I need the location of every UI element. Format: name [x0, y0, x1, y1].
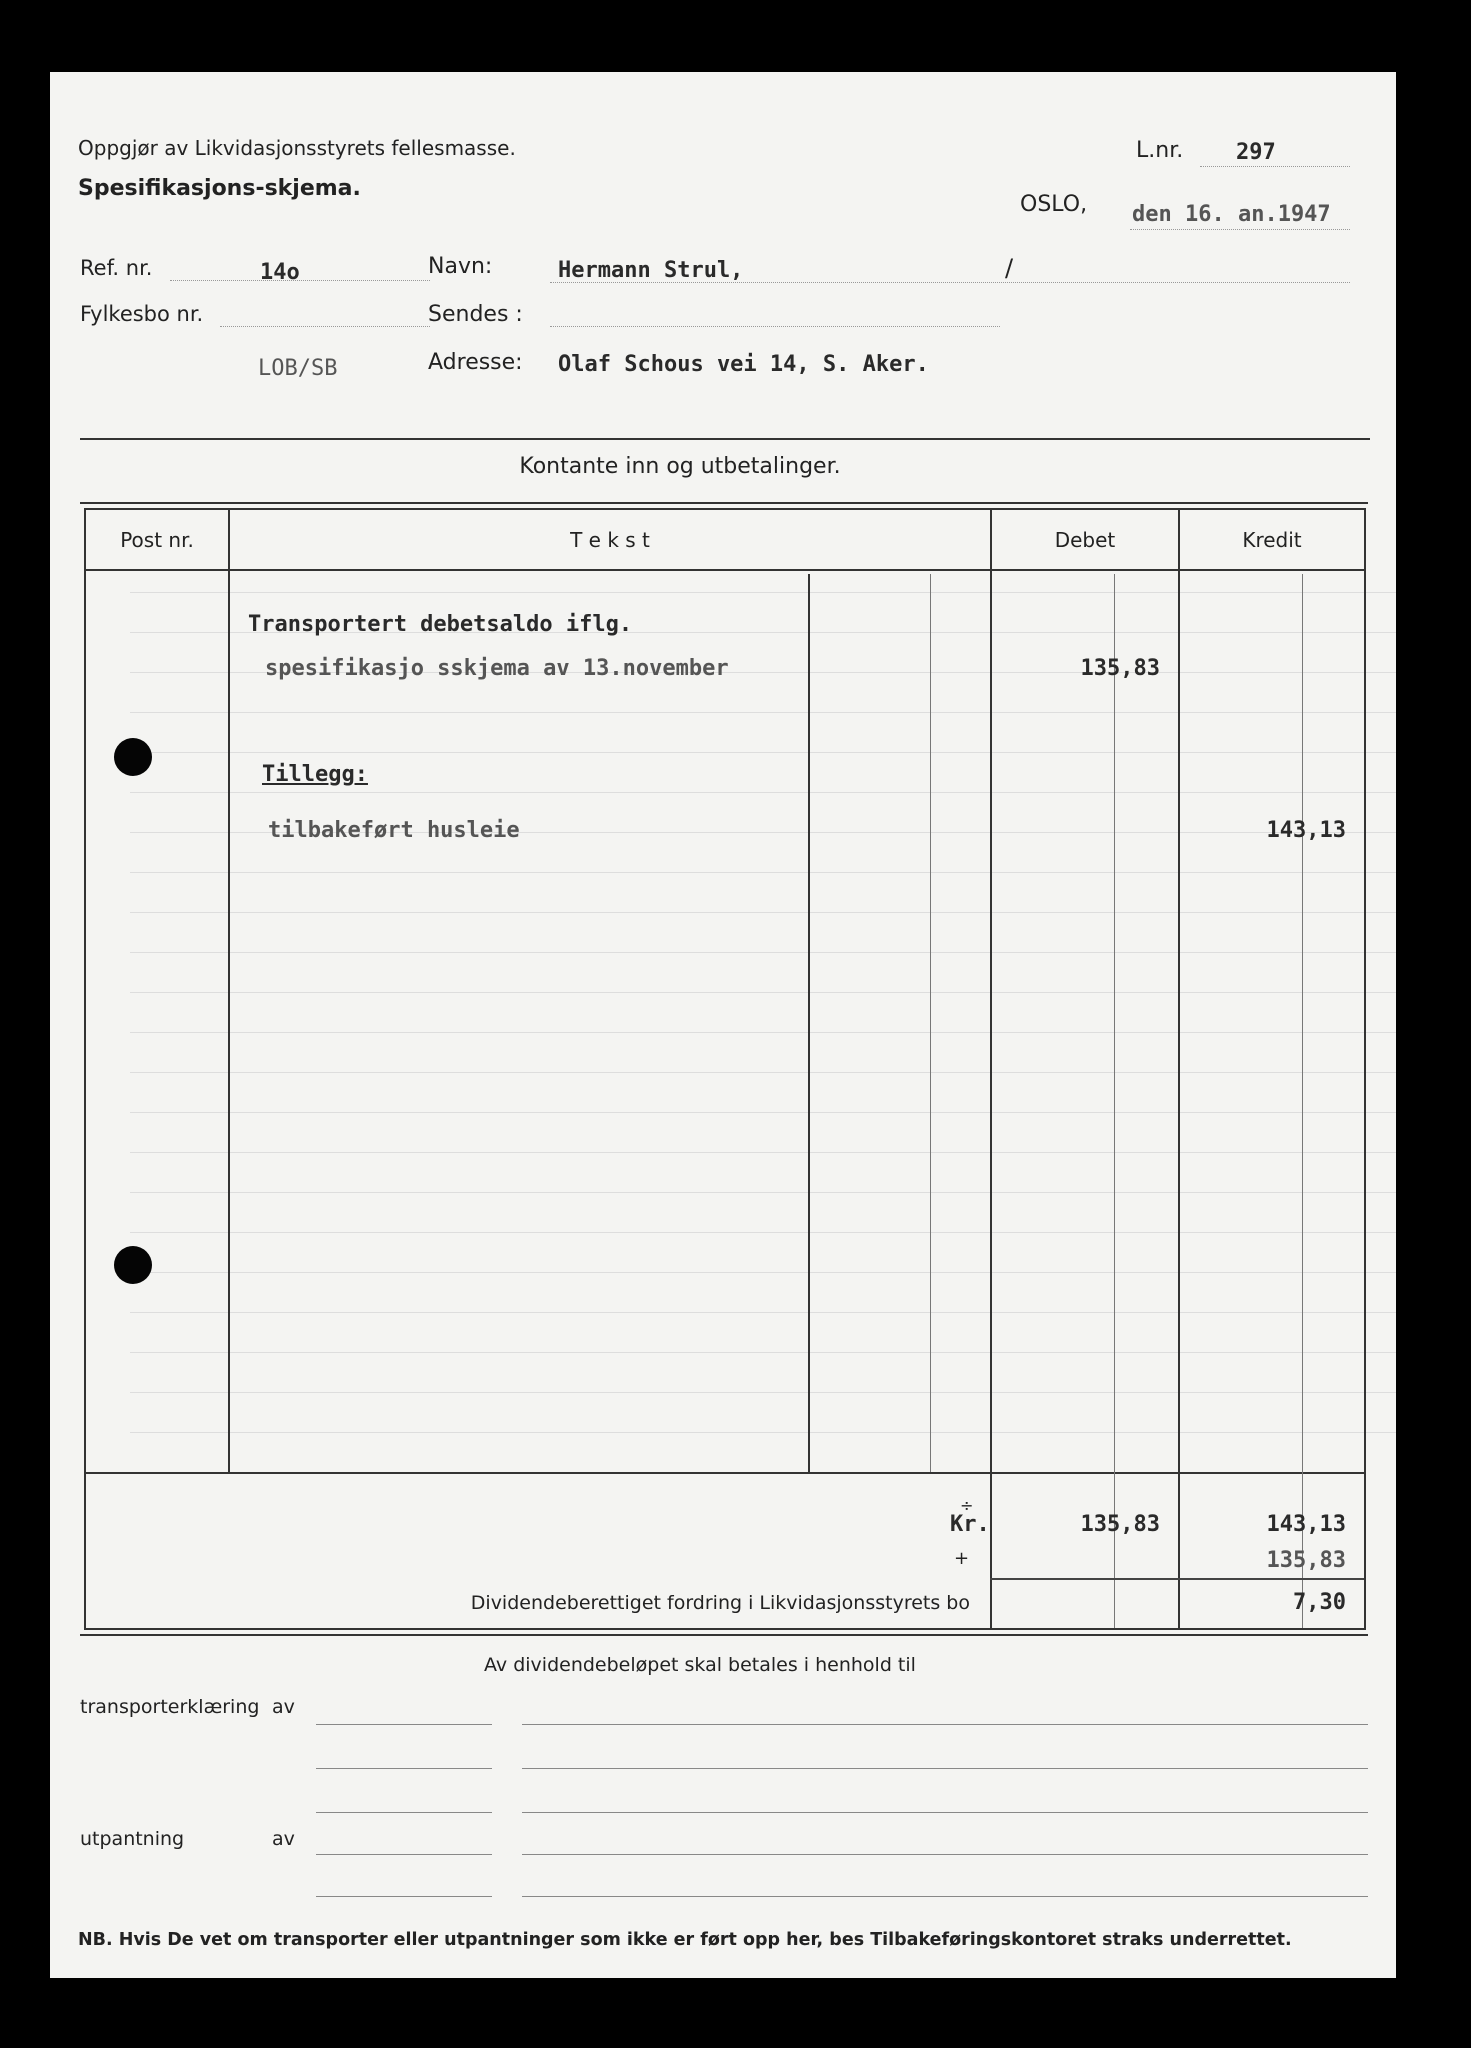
date-value: den 16. an.1947 — [1132, 202, 1331, 227]
transport-line — [522, 1812, 1368, 1813]
ruled-line — [130, 912, 1396, 913]
plus-mark: + — [954, 1548, 970, 1569]
utpant-av: av — [272, 1828, 295, 1850]
fylkesbo-dotline — [220, 326, 430, 327]
debet-cents-divider — [1114, 574, 1115, 1628]
utpant-line — [522, 1896, 1368, 1897]
section-title: Kontante inn og utbetalinger. — [519, 454, 841, 479]
total-debet: 135,83 — [1080, 1512, 1160, 1537]
transport-line — [316, 1768, 492, 1769]
total-kredit: 143,13 — [1266, 1512, 1346, 1537]
col-debet-divider — [990, 508, 992, 1628]
utpant-line — [522, 1854, 1368, 1855]
ruled-line — [130, 1032, 1396, 1033]
fylkesbo-label: Fylkesbo nr. — [80, 302, 204, 326]
table-top-rule-inner — [84, 508, 1364, 510]
row-debet: 135,83 — [1080, 656, 1160, 681]
row-text: spesifikasjo sskjema av 13.november — [265, 656, 729, 681]
adresse-value: Olaf Schous vei 14, S. Aker. — [558, 352, 929, 377]
document-page — [50, 72, 1396, 1978]
punch-hole — [114, 1246, 152, 1284]
lnr-dotline — [1200, 166, 1350, 167]
col-kredit-divider — [1178, 508, 1180, 1628]
col-text-inner-divider2 — [930, 574, 931, 1472]
table-top-rule — [80, 502, 1368, 504]
kredit-cents-divider — [1302, 574, 1303, 1628]
ref-value: 14o — [260, 260, 300, 285]
ruled-line — [130, 1072, 1396, 1073]
col-text-inner-divider — [808, 574, 810, 1472]
sum-rule — [990, 1578, 1364, 1580]
transport-label: transporterklæring — [80, 1696, 260, 1718]
ruled-line — [130, 1432, 1396, 1433]
nb-note: NB. Hvis De vet om transporter eller utpantninger som ikke er ført opp her, bes Tilbakeføringskontoret straks underrettet. — [78, 1930, 1292, 1950]
ruled-line — [130, 1352, 1396, 1353]
header-debet: Debet — [1054, 528, 1116, 552]
transport-line — [316, 1812, 492, 1813]
ruled-line — [130, 592, 1396, 593]
dividend-label: Dividendeberettiget fordring i Likvidasjonsstyrets bo — [470, 1592, 970, 1614]
navn-dotline — [550, 282, 1350, 283]
sendes-dotline — [550, 326, 1000, 327]
sendes-label: Sendes : — [428, 302, 523, 327]
navn-value: Hermann Strul, — [558, 258, 744, 283]
ref-dotline — [170, 280, 430, 281]
transport-av: av — [272, 1696, 295, 1718]
header-line1: Oppgjør av Likvidasjonsstyrets fellesmasse. — [78, 136, 516, 160]
footer-note: Av dividendebeløpet skal betales i henhold til — [484, 1654, 916, 1676]
header-line2: Spesifikasjons-skjema. — [78, 176, 361, 201]
code-value: LOB/SB — [258, 356, 338, 381]
utpant-line — [316, 1854, 492, 1855]
table-right-border — [1364, 508, 1366, 1630]
ruled-line — [130, 952, 1396, 953]
row-text: Tillegg: — [262, 762, 368, 787]
table-body-bottom-rule — [84, 1472, 1364, 1474]
ruled-line — [130, 1112, 1396, 1113]
minus-mark: ÷ — [960, 1496, 974, 1515]
lnr-value: 297 — [1236, 140, 1276, 165]
header-post: Post nr. — [120, 528, 194, 552]
table-bottom-rule — [84, 1628, 1364, 1630]
ruled-line — [130, 752, 1396, 753]
row-kredit: 143,13 — [1266, 818, 1346, 843]
dividend-value: 7,30 — [1293, 1590, 1346, 1615]
table-header-rule — [84, 569, 1364, 571]
row-text: Transportert debetsaldo iflg. — [248, 612, 633, 637]
ruled-line — [130, 992, 1396, 993]
row-text: tilbakeført husleie — [268, 818, 520, 843]
col-post-divider — [228, 508, 230, 1472]
header-tekst: T e k s t — [570, 528, 650, 552]
punch-hole — [114, 738, 152, 776]
date-dotline — [1130, 229, 1350, 230]
ruled-line — [130, 1392, 1396, 1393]
ref-label: Ref. nr. — [80, 256, 153, 280]
navn-label: Navn: — [428, 254, 493, 279]
utpant-line — [316, 1896, 492, 1897]
ruled-line — [130, 1312, 1396, 1313]
oslo-label: OSLO, — [1020, 192, 1088, 217]
total-kredit-less: 135,83 — [1266, 1548, 1346, 1573]
ruled-line — [130, 792, 1396, 793]
kr-label: Kr. — [950, 1512, 990, 1537]
ruled-line — [130, 712, 1396, 713]
table-bottom-rule-outer — [80, 1634, 1368, 1636]
lnr-label: L.nr. — [1136, 138, 1184, 163]
transport-line — [316, 1724, 492, 1725]
adresse-label: Adresse: — [428, 350, 523, 375]
ruled-line — [130, 1272, 1396, 1273]
ruled-line — [130, 1192, 1396, 1193]
header-kredit: Kredit — [1242, 528, 1302, 552]
ruled-line — [130, 872, 1396, 873]
ruled-line — [130, 1152, 1396, 1153]
ruled-line — [130, 1232, 1396, 1233]
transport-line — [522, 1768, 1368, 1769]
section-top-rule — [80, 438, 1370, 440]
transport-line — [522, 1724, 1368, 1725]
navn-mark: / — [1005, 254, 1014, 282]
table-left-border — [84, 508, 86, 1630]
utpant-label: utpantning — [80, 1828, 185, 1850]
